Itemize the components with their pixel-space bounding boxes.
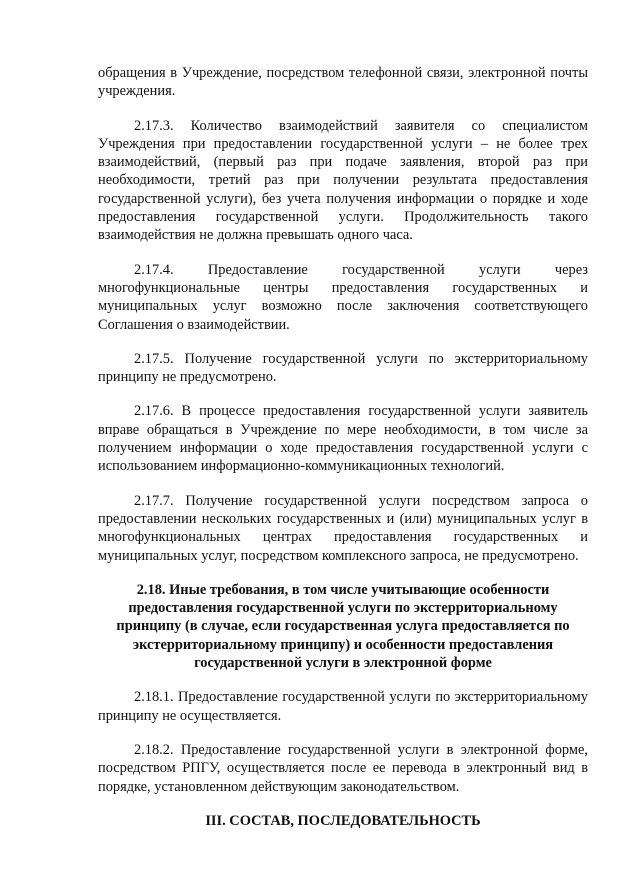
paragraph-2-17-4: 2.17.4. Предоставление государственной услуги через многофункциональные центры предоставления государственных и муниципальных услуг возможно после заключения соответствующего Соглашения о взаимодействии.: [98, 261, 588, 333]
paragraph-2-17-6: 2.17.6. В процессе предоставления государственной услуги заявитель вправе обращаться в Учреждение по мере необходимости, в том числе за получением информации о ходе предоставления государственной услуги с использованием информационно-коммуникационных технологий.: [98, 403, 588, 475]
paragraph-2-18-1: 2.18.1. Предоставление государственной услуги по экстерриториальному принципу не осуществляется.: [98, 689, 588, 724]
document-page: [98, 64, 588, 830]
paragraph-2-17-7: 2.17.7. Получение государственной услуги посредством запроса о предоставлении нескольких государственных и (или) муниципальных услуг в многофункциональных центрах предоставления государственных и муниципальных услуг, посредством комплексного запроса, не предусмотрено.: [98, 492, 588, 564]
paragraph-2-18-2: 2.18.2. Предоставление государственной услуги в электронной форме, посредством РПГУ, осуществляется после ее перевода в электронный вид в порядке, установленном действующим законодательством.: [98, 741, 588, 795]
paragraph-2-17-3: 2.17.3. Количество взаимодействий заявителя со специалистом Учреждения при предоставлении государственной услуги – не более трех взаимодействий, (первый раз при подаче заявления, второй раз при необходимости, третий раз при получении результата предоставления государственной услуги), без учета получения информации о порядке и ходе предоставления государственной услуги. Продолжительность такого взаимодействия не должна превышать одного часа.: [98, 117, 588, 244]
paragraph-2-17-5: 2.17.5. Получение государственной услуги по экстерриториальному принципу не предусмотрено.: [98, 350, 588, 386]
section-heading-2-18: 2.18. Иные требования, в том числе учитывающие особенности предоставления государственной услуги по экстерриториальному принципу (в случае, если государственная услуга предоставляется по экстерриториальному принципу) и особенности предоставления государственной услуги в электронной форме: [116, 581, 570, 672]
paragraph-continuation: обращения в Учреждение, посредством телефонной связи, электронной почты учреждения.: [98, 65, 588, 100]
chapter-title: III. СОСТАВ, ПОСЛЕДОВАТЕЛЬНОСТЬ: [205, 812, 481, 829]
